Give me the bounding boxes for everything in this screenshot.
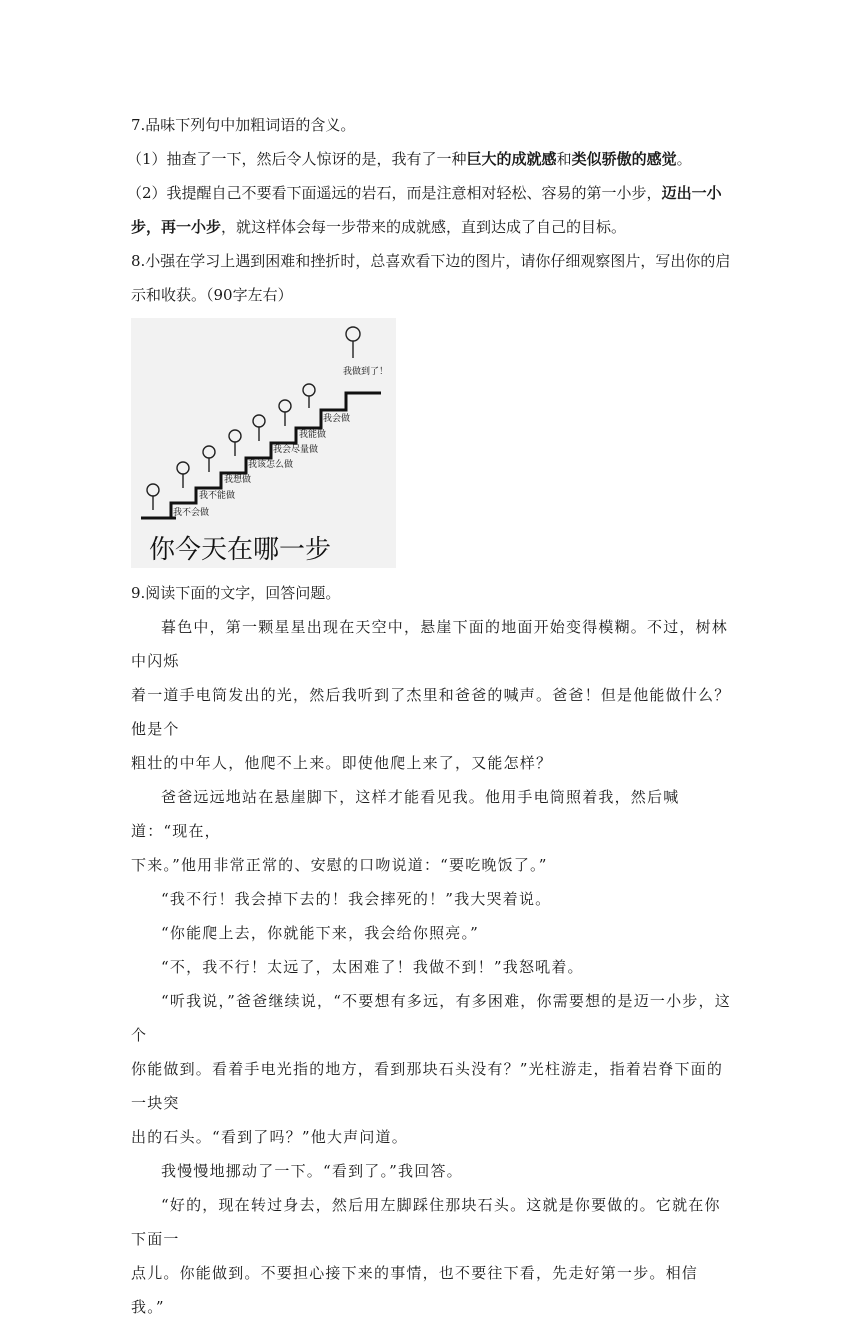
step-label-1: 我不会做 [173, 508, 210, 518]
q7-s1-bold-2: 类似骄傲的感觉 [571, 150, 677, 168]
q7-s2-text: （2）我提醒自己不要看下面遥远的岩石，而是注意相对轻松、容易的第一小步， [127, 184, 662, 202]
q9-p1-line-2: 着一道手电筒发出的光，然后我听到了杰里和爸爸的喊声。爸爸！但是他能做什么？他是个 [131, 686, 731, 738]
q9-p1-line-1: 暮色中，第一颗星星出现在天空中，悬崖下面的地面开始变得模糊。不过，树林中闪烁 [131, 618, 729, 670]
q9-p6-line-1: “听我说，”爸爸继续说，“不要想有多远，有多困难，你需要想的是迈一小步，这个 [131, 992, 731, 1044]
q9-p8-line-1: “好的，现在转过身去，然后用左脚踩住那块石头。这就是你要做的。它就在你下面一 [131, 1196, 721, 1248]
q9-p8-line-2: 点儿。你能做到。不要担心接下来的事情，也不要往下看，先走好第一步。相信我。” [131, 1264, 699, 1316]
q7-s2-end: ，就这样体会每一步带来的成就感，直到达成了自己的目标。 [221, 218, 627, 236]
q7-s1-bold-1: 巨大的成就感 [466, 150, 557, 168]
q9-paragraph-1 [131, 610, 731, 780]
q9-paragraph-2 [131, 780, 731, 882]
q9-paragraph-7: 我慢慢地挪动了一下。“看到了。”我回答。 [161, 1162, 463, 1180]
document-page [127, 108, 731, 1324]
q9-paragraph-6 [131, 984, 731, 1154]
q7-sentence-2-line-2 [131, 210, 731, 244]
q8-line-2: 示和收获。（90字左右） [131, 286, 293, 304]
q7-sentence-1 [127, 142, 731, 176]
q9-paragraph-5: “不，我不行！太远了，太困难了！我做不到！”我怒吼着。 [161, 958, 584, 976]
step-label-8: 我做到了！ [343, 367, 389, 377]
q7-s2-bold-2: 步，再一小步 [131, 218, 222, 236]
q9-paragraph-8 [131, 1188, 731, 1324]
q7-title: 7.品味下列句中加粗词语的含义。 [131, 116, 356, 134]
q7-sentence-2-line-1 [127, 176, 731, 210]
staircase-figure [131, 318, 396, 568]
q9-paragraph-4: “你能爬上去，你就能下来，我会给你照亮。” [161, 924, 480, 942]
q7-s2-bold-1: 迈出一小 [661, 184, 722, 202]
q7-s1-end: 。 [676, 150, 692, 168]
step-label-4: 我该怎么做 [248, 460, 294, 470]
q7-s1-mid: 和 [556, 150, 572, 168]
q9-p2-line-2: 下来。”他用非常正常的、安慰的口吻说道：“要吃晚饭了。” [131, 856, 548, 874]
step-label-2: 我不能做 [199, 491, 236, 501]
step-label-3: 我想做 [224, 475, 252, 485]
q9-p6-line-3: 出的石头。“看到了吗？”他大声问道。 [131, 1128, 408, 1146]
q9-p1-line-3: 粗壮的中年人，他爬不上来。即使他爬上来了，又能怎样？ [131, 754, 553, 772]
step-label-6: 我能做 [299, 430, 327, 440]
q7-s1-text: （1）抽查了一下，然后令人惊讶的是，我有了一种 [127, 150, 467, 168]
q8-line-1: 8.小强在学习上遇到困难和挫折时，总喜欢看下边的图片，请你仔细观察图片，写出你的启 [131, 252, 731, 270]
q9-p2-line-1: 爸爸远远地站在悬崖脚下，这样才能看见我。他用手电筒照着我，然后喊道：“现在， [131, 788, 680, 840]
step-label-5: 我会尽量做 [273, 445, 319, 455]
step-label-7: 我会做 [323, 414, 351, 424]
figure-caption: 你今天在哪一步 [149, 535, 332, 565]
q9-p6-line-2: 你能做到。看着手电光指的地方，看到那块石头没有？”光柱游走，指着岩脊下面的一块突 [131, 1060, 724, 1112]
q9-paragraph-3: “我不行！我会掉下去的！我会摔死的！”我大哭着说。 [161, 890, 552, 908]
staircase-illustration [131, 318, 396, 568]
q9-title: 9.阅读下面的文字，回答问题。 [131, 584, 341, 602]
